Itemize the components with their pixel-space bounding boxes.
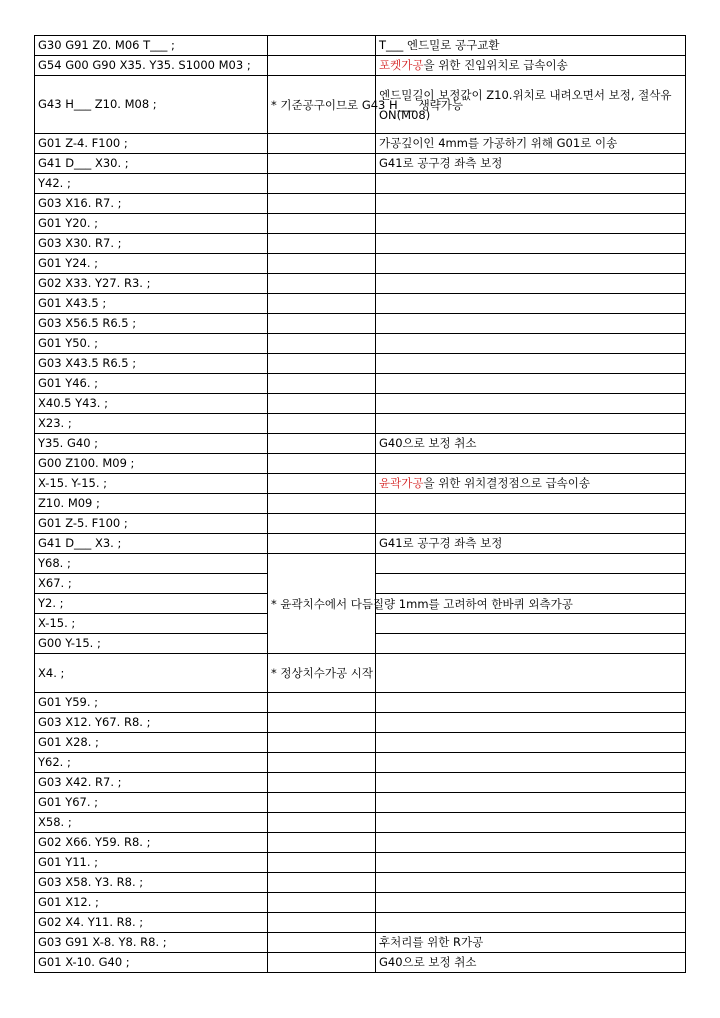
- nc-code-cell: G01 Y46. ;: [35, 374, 268, 394]
- comment-cell: [376, 314, 686, 334]
- nc-code-cell: G02 X4. Y11. R8. ;: [35, 913, 268, 933]
- nc-code-cell: Y68. ;: [35, 554, 268, 574]
- comment-cell: [376, 733, 686, 753]
- comment-cell: [376, 254, 686, 274]
- note-cell: [268, 214, 376, 234]
- comment-cell: [376, 174, 686, 194]
- start-note-cell: * 정상치수가공 시작: [268, 654, 376, 693]
- nc-code-cell: G03 X43.5 R6.5 ;: [35, 354, 268, 374]
- program-row: [35, 394, 686, 414]
- nc-code-cell: G00 Y-15. ;: [35, 634, 268, 654]
- comment-cell: [376, 56, 686, 76]
- note-cell: [268, 414, 376, 434]
- nc-code-cell: G01 Z-4. F100 ;: [35, 134, 268, 154]
- program-row: [35, 234, 686, 254]
- comment-cell: 엔드밀길이 보정값이 Z10.위치로 내려오면서 보정, 절삭유 ON(M08): [376, 76, 686, 134]
- note-cell: [268, 534, 376, 554]
- comment-cell: [376, 214, 686, 234]
- note-cell: [268, 354, 376, 374]
- program-row: [35, 713, 686, 733]
- program-row: [35, 414, 686, 434]
- nc-code-cell: Z10. M09 ;: [35, 494, 268, 514]
- comment-cell: [376, 354, 686, 374]
- nc-code-cell: G01 Y20. ;: [35, 214, 268, 234]
- nc-code-cell: G41 D___ X3. ;: [35, 534, 268, 554]
- nc-code-cell: X4. ;: [35, 654, 268, 693]
- comment-cell: [376, 833, 686, 853]
- nc-code-cell: Y35. G40 ;: [35, 434, 268, 454]
- note-cell: [268, 194, 376, 214]
- highlight-term: 포켓가공: [379, 58, 424, 72]
- comment-cell: [376, 554, 686, 574]
- nc-code-cell: X23. ;: [35, 414, 268, 434]
- note-cell: [268, 36, 376, 56]
- program-row: [35, 514, 686, 534]
- nc-code-cell: G03 X42. R7. ;: [35, 773, 268, 793]
- comment-cell: 가공깊이인 4mm를 가공하기 위해 G01로 이송: [376, 134, 686, 154]
- nc-code-cell: G41 D___ X30. ;: [35, 154, 268, 174]
- nc-code-cell: G03 X16. R7. ;: [35, 194, 268, 214]
- note-cell: [268, 713, 376, 733]
- comment-cell: [376, 873, 686, 893]
- program-row: [35, 554, 686, 574]
- nc-code-cell: X40.5 Y43. ;: [35, 394, 268, 414]
- nc-code-cell: G01 Y67. ;: [35, 793, 268, 813]
- program-row: [35, 753, 686, 773]
- note-cell: [268, 514, 376, 534]
- program-row: [35, 933, 686, 953]
- contour-note-cell: * 윤곽치수에서 다듬질량 1mm를 고려하여 한바퀴 외측가공: [268, 554, 376, 654]
- program-row: [35, 354, 686, 374]
- comment-cell: [376, 813, 686, 833]
- note-cell: [268, 733, 376, 753]
- note-cell: [268, 853, 376, 873]
- comment-cell: [376, 893, 686, 913]
- nc-code-cell: G03 X12. Y67. R8. ;: [35, 713, 268, 733]
- program-row: [35, 76, 686, 134]
- note-cell: [268, 893, 376, 913]
- comment-cell: [376, 194, 686, 214]
- note-cell: [268, 334, 376, 354]
- nc-code-cell: G30 G91 Z0. M06 T___ ;: [35, 36, 268, 56]
- program-row: [35, 893, 686, 913]
- comment-cell: [376, 693, 686, 713]
- program-row: [35, 154, 686, 174]
- nc-code-cell: G01 X43.5 ;: [35, 294, 268, 314]
- nc-code-cell: G01 X-10. G40 ;: [35, 953, 268, 973]
- nc-code-cell: G54 G00 G90 X35. Y35. S1000 M03 ;: [35, 56, 268, 76]
- comment-cell: [376, 853, 686, 873]
- program-row: [35, 334, 686, 354]
- nc-code-cell: G01 Y50. ;: [35, 334, 268, 354]
- comment-cell: [376, 753, 686, 773]
- comment-cell: [376, 334, 686, 354]
- comment-cell: [376, 474, 686, 494]
- nc-code-cell: G01 X12. ;: [35, 893, 268, 913]
- program-row: [35, 174, 686, 194]
- comment-text: 을 위한 진입위치로 급속이송: [423, 58, 568, 72]
- program-row: [35, 254, 686, 274]
- note-cell: [268, 833, 376, 853]
- nc-code-cell: G01 Y59. ;: [35, 693, 268, 713]
- program-row: [35, 773, 686, 793]
- note-cell: [268, 174, 376, 194]
- program-row: [35, 36, 686, 56]
- nc-code-cell: Y62. ;: [35, 753, 268, 773]
- nc-code-cell: G01 Y24. ;: [35, 254, 268, 274]
- comment-cell: [376, 494, 686, 514]
- nc-code-cell: G02 X33. Y27. R3. ;: [35, 274, 268, 294]
- note-cell: [268, 813, 376, 833]
- nc-code-cell: G43 H___ Z10. M08 ;: [35, 76, 268, 134]
- note-cell: [268, 693, 376, 713]
- note-cell: [268, 254, 376, 274]
- program-row: [35, 274, 686, 294]
- comment-cell: G41로 공구경 좌측 보정: [376, 534, 686, 554]
- note-cell: [268, 753, 376, 773]
- comment-cell: [376, 454, 686, 474]
- note-cell: [268, 234, 376, 254]
- program-row: [35, 134, 686, 154]
- comment-cell: G41로 공구경 좌측 보정: [376, 154, 686, 174]
- note-cell: [268, 773, 376, 793]
- note-cell: [268, 314, 376, 334]
- note-cell: [268, 474, 376, 494]
- comment-cell: 후처리를 위한 R가공: [376, 933, 686, 953]
- comment-cell: [376, 654, 686, 693]
- note-cell: [268, 913, 376, 933]
- comment-cell: T___ 엔드밀로 공구교환: [376, 36, 686, 56]
- comment-cell: [376, 913, 686, 933]
- nc-code-cell: X-15. Y-15. ;: [35, 474, 268, 494]
- program-row: [35, 813, 686, 833]
- program-row: [35, 474, 686, 494]
- comment-cell: G40으로 보정 취소: [376, 953, 686, 973]
- note-cell: [268, 494, 376, 514]
- comment-cell: [376, 234, 686, 254]
- comment-cell: [376, 634, 686, 654]
- program-row: [35, 853, 686, 873]
- program-row: [35, 873, 686, 893]
- nc-code-cell: X67. ;: [35, 574, 268, 594]
- nc-program-body: [35, 36, 686, 973]
- comment-cell: [376, 274, 686, 294]
- nc-code-cell: G01 Z-5. F100 ;: [35, 514, 268, 534]
- note-cell: [268, 274, 376, 294]
- nc-code-cell: G02 X66. Y59. R8. ;: [35, 833, 268, 853]
- program-row: [35, 833, 686, 853]
- note-cell: [268, 793, 376, 813]
- nc-code-cell: G00 Z100. M09 ;: [35, 454, 268, 474]
- note-cell: [268, 953, 376, 973]
- comment-cell: [376, 614, 686, 634]
- nc-program-table: [34, 35, 686, 973]
- program-row: [35, 454, 686, 474]
- comment-cell: [376, 514, 686, 534]
- note-cell: [268, 134, 376, 154]
- comment-cell: [376, 713, 686, 733]
- program-row: [35, 374, 686, 394]
- comment-text: 을 위한 위치결정점으로 급속이송: [423, 476, 590, 490]
- program-row: [35, 314, 686, 334]
- note-cell: [268, 873, 376, 893]
- program-row: [35, 434, 686, 454]
- program-row: [35, 194, 686, 214]
- note-cell: [268, 374, 376, 394]
- comment-cell: G40으로 보정 취소: [376, 434, 686, 454]
- nc-code-cell: G03 X56.5 R6.5 ;: [35, 314, 268, 334]
- nc-code-cell: Y2. ;: [35, 594, 268, 614]
- program-row: [35, 494, 686, 514]
- nc-code-cell: G01 X28. ;: [35, 733, 268, 753]
- note-cell: [268, 154, 376, 174]
- program-row: [35, 913, 686, 933]
- program-row: [35, 534, 686, 554]
- nc-code-cell: G01 Y11. ;: [35, 853, 268, 873]
- program-row: [35, 654, 686, 693]
- nc-code-cell: G03 X58. Y3. R8. ;: [35, 873, 268, 893]
- comment-cell: [376, 793, 686, 813]
- comment-cell: [376, 414, 686, 434]
- nc-code-cell: G03 X30. R7. ;: [35, 234, 268, 254]
- program-row: [35, 693, 686, 713]
- comment-cell: [376, 773, 686, 793]
- comment-cell: [376, 394, 686, 414]
- note-cell: [268, 294, 376, 314]
- program-row: [35, 953, 686, 973]
- comment-cell: [376, 294, 686, 314]
- note-cell: [268, 394, 376, 414]
- program-row: [35, 214, 686, 234]
- program-row: [35, 56, 686, 76]
- note-cell: * 기준공구이므로 G43 H___ 생략가능: [268, 76, 376, 134]
- note-cell: [268, 933, 376, 953]
- program-row: [35, 733, 686, 753]
- comment-cell: [376, 574, 686, 594]
- note-cell: [268, 454, 376, 474]
- note-cell: [268, 434, 376, 454]
- nc-code-cell: X-15. ;: [35, 614, 268, 634]
- program-row: [35, 294, 686, 314]
- note-cell: [268, 56, 376, 76]
- highlight-term: 윤곽가공: [379, 476, 424, 490]
- comment-cell: [376, 374, 686, 394]
- nc-code-cell: X58. ;: [35, 813, 268, 833]
- nc-code-cell: Y42. ;: [35, 174, 268, 194]
- nc-code-cell: G03 G91 X-8. Y8. R8. ;: [35, 933, 268, 953]
- program-row: [35, 793, 686, 813]
